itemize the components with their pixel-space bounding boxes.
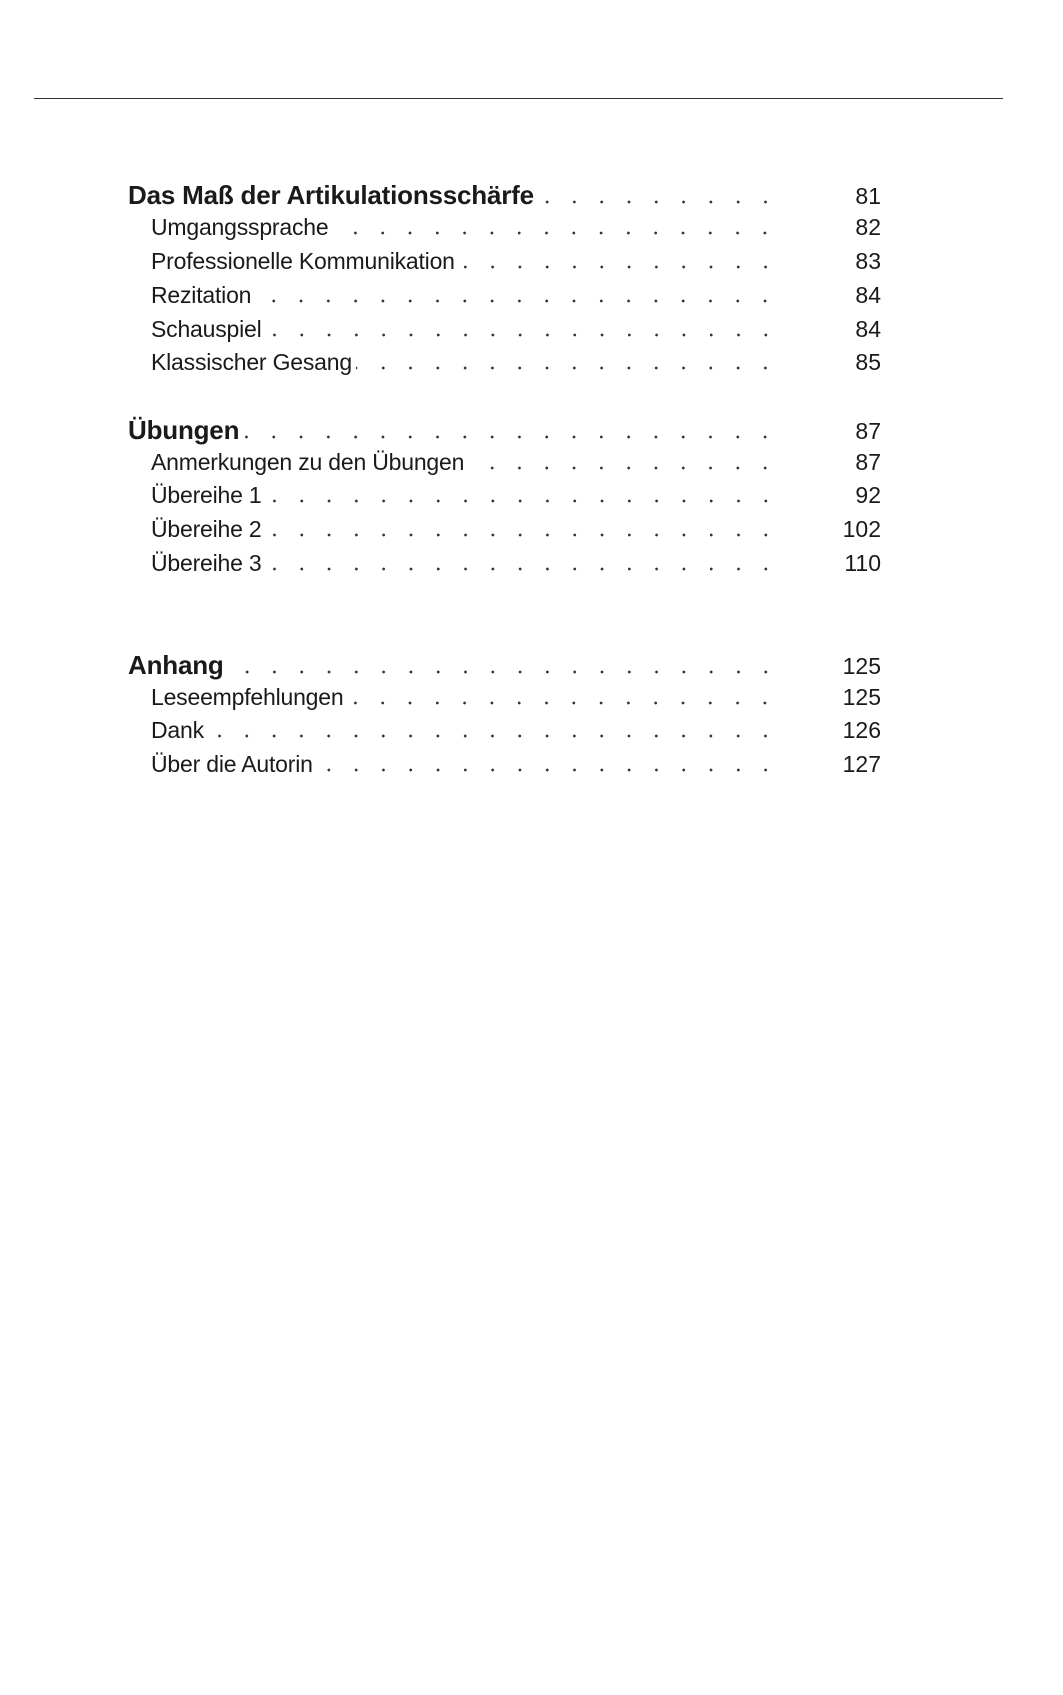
toc-entry-title: Das Maß der Artikulationsschärfe (128, 180, 534, 210)
toc-page-number: 102 (842, 516, 881, 542)
toc-page-number: 84 (855, 316, 881, 342)
toc-entry-title: Anmerkungen zu den Übungen (151, 449, 465, 475)
dot-leader (243, 435, 783, 439)
toc-entry (151, 248, 881, 282)
header-rule (34, 98, 1003, 99)
toc-entry (151, 449, 881, 483)
toc-page-number: 81 (855, 183, 881, 209)
toc-page-number: 82 (855, 214, 881, 240)
dot-leader (266, 533, 783, 537)
toc-page-number: 84 (855, 282, 881, 308)
toc-page-number: 125 (842, 653, 881, 679)
toc-entry-title: Klassischer Gesang (151, 349, 352, 375)
dot-leader (538, 200, 783, 204)
dot-leader (266, 567, 783, 571)
toc-entry (151, 282, 881, 316)
toc-entry-title: Übungen (128, 415, 240, 445)
toc-entry (151, 550, 881, 584)
toc-page-number: 127 (842, 751, 881, 777)
toc-entry-title: Anhang (128, 650, 224, 680)
toc-entry-title: Übereihe 2 (151, 516, 262, 542)
dot-leader (266, 333, 783, 337)
toc-entry-title: Professionelle Kommunikation (151, 248, 455, 274)
dot-leader (255, 299, 783, 303)
toc-page-number: 83 (855, 248, 881, 274)
dot-leader (228, 670, 783, 674)
toc-entry-title: Dank (151, 717, 204, 743)
toc-entry (151, 717, 881, 751)
toc-entry-title: Leseempfehlungen (151, 684, 344, 710)
toc-entry (151, 316, 881, 350)
toc-entry-title: Rezitation (151, 282, 252, 308)
toc-entry (151, 214, 881, 248)
toc-section-entry (128, 650, 881, 684)
toc-entry-title: Übereihe 3 (151, 550, 262, 576)
toc-entry (151, 684, 881, 718)
toc-section-entry (128, 415, 881, 449)
toc-entry (151, 751, 881, 785)
toc-entry (151, 482, 881, 516)
toc-page-number: 126 (842, 717, 881, 743)
toc-page-number: 110 (844, 550, 881, 576)
toc-page-number: 125 (842, 684, 881, 710)
toc-entry-title: Übereihe 1 (151, 482, 262, 508)
toc-page-number: 92 (855, 482, 881, 508)
dot-leader (317, 768, 783, 772)
dot-leader (468, 466, 783, 470)
toc-entry (151, 516, 881, 550)
dot-leader (459, 265, 783, 269)
toc-entry (151, 349, 881, 383)
dot-leader (347, 701, 783, 705)
toc-entry-title: Über die Autorin (151, 751, 313, 777)
toc-page-number: 87 (855, 418, 881, 444)
toc-entry-title: Schauspiel (151, 316, 262, 342)
toc-page-number: 85 (855, 349, 881, 375)
toc-section-entry (128, 180, 881, 214)
dot-leader (266, 499, 783, 503)
toc-entry-title: Umgangssprache (151, 214, 329, 240)
dot-leader (356, 366, 783, 370)
dot-leader (332, 231, 783, 235)
dot-leader (208, 734, 783, 738)
toc-page-number: 87 (855, 449, 881, 475)
